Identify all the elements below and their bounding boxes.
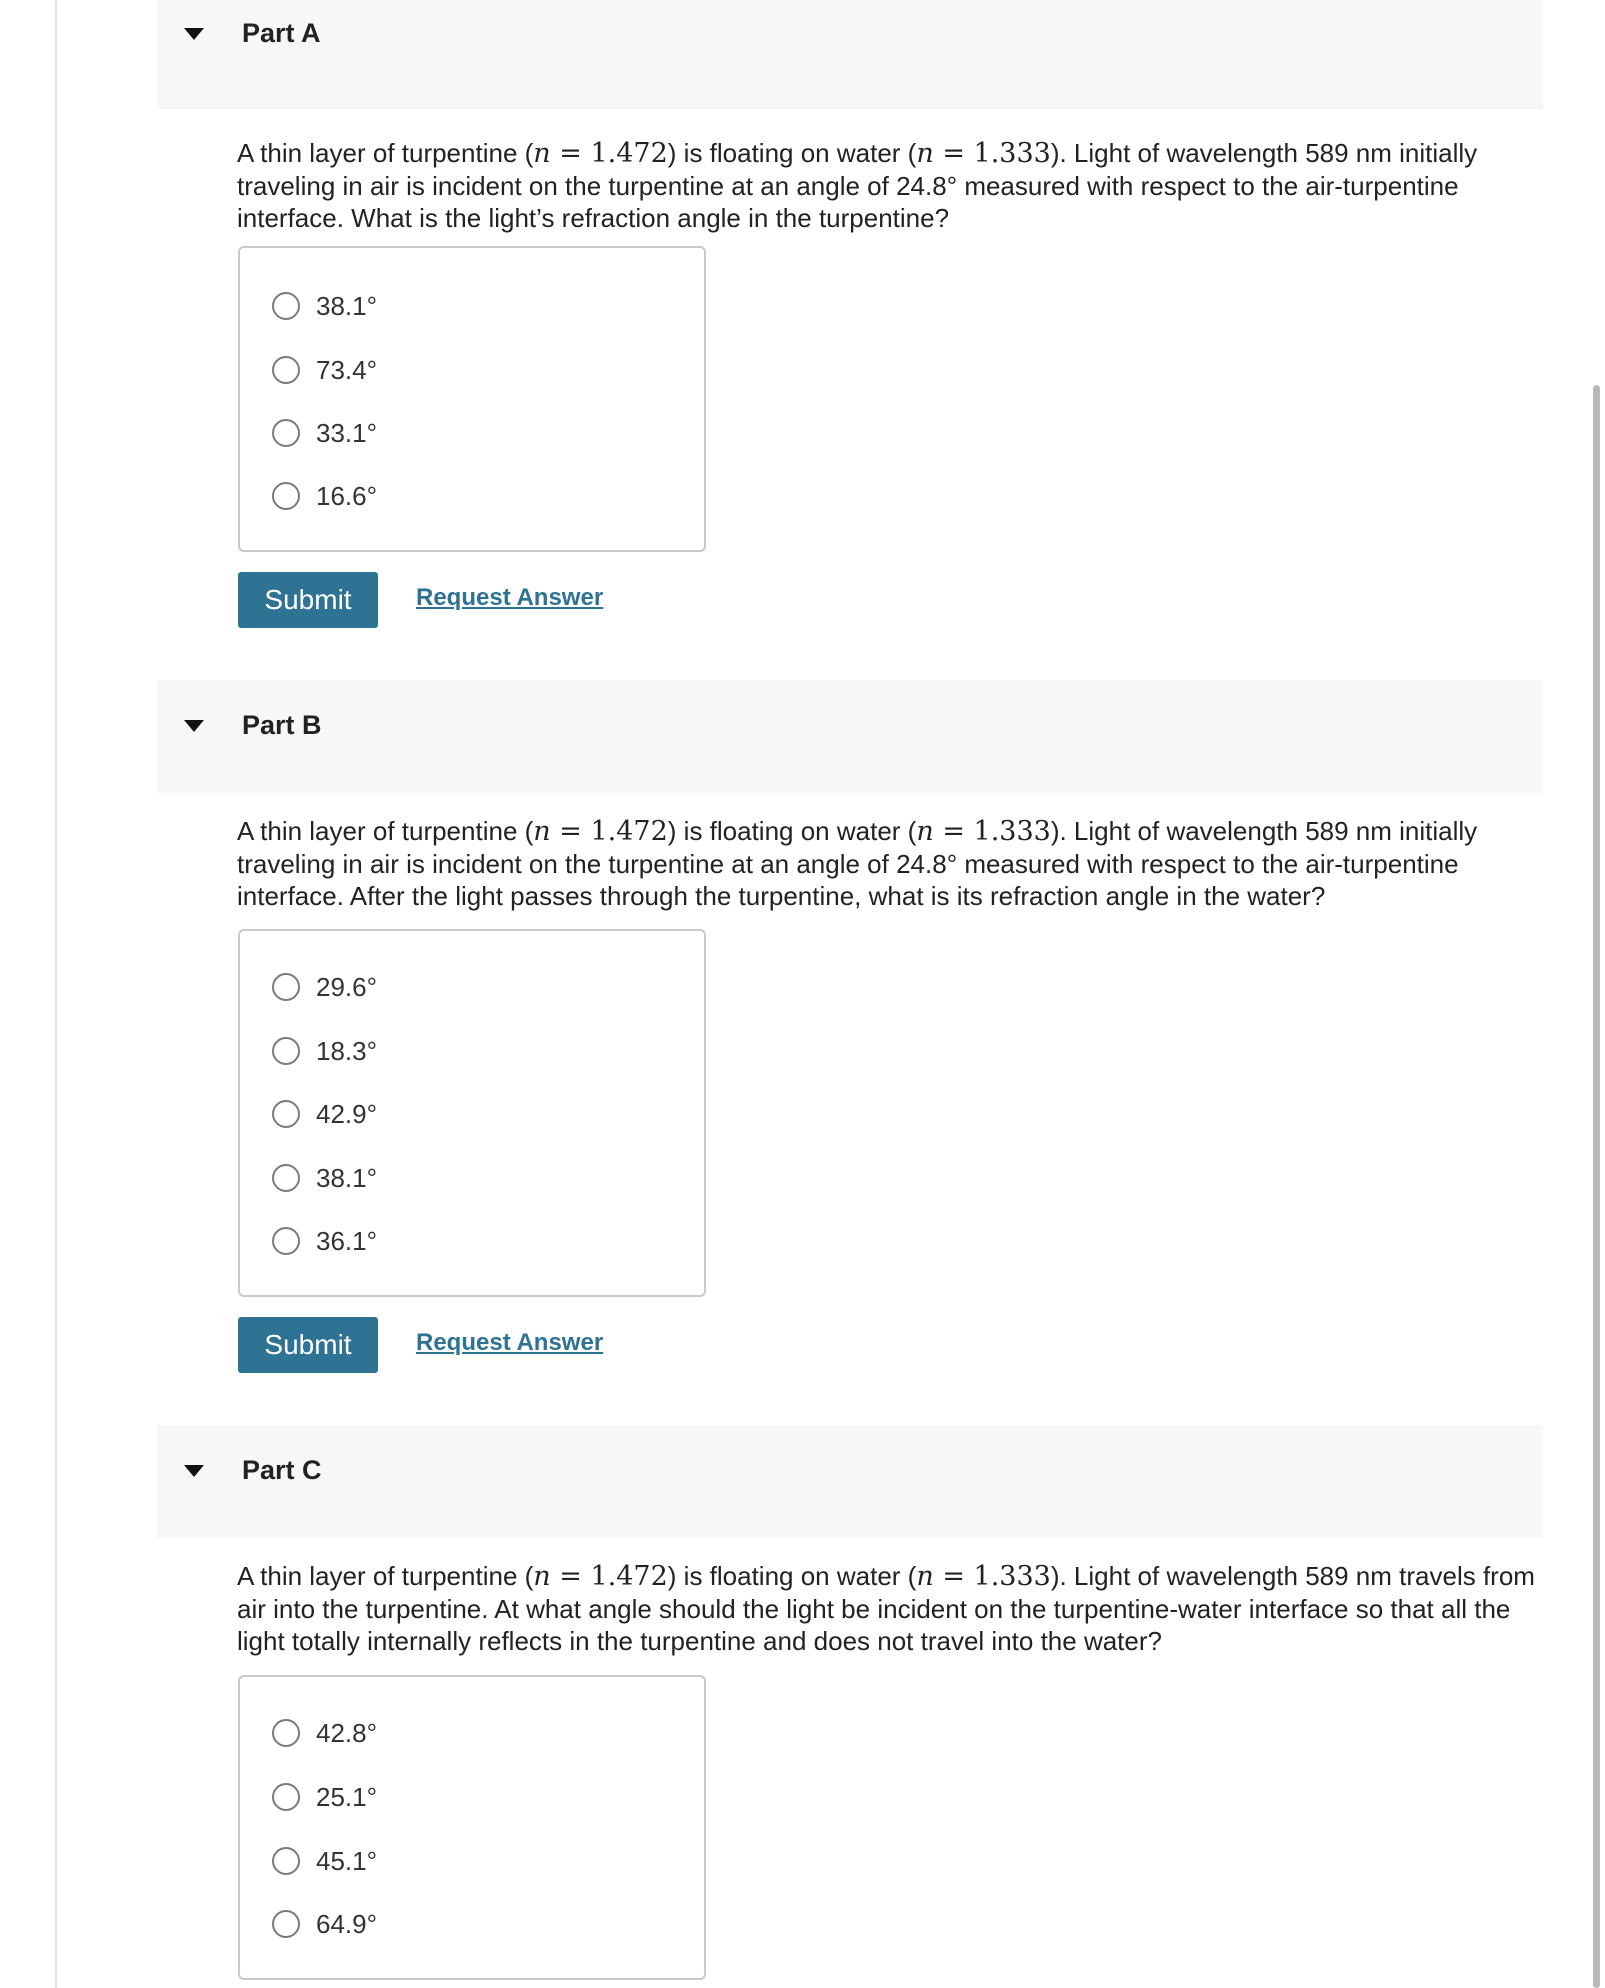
collapse-caret-icon[interactable]	[184, 1465, 204, 1477]
option[interactable]	[272, 1158, 377, 1198]
part-c-question: A thin layer of turpentine (n = 1.472) is floating on water (n = 1.333). Light of wavelength 589 nm travels from air into the turpentine. At what angle should the light be incident on the turpentine-water interface so that all the light totally internally reflects in the turpentine and does not travel into the water?	[237, 1561, 1535, 1656]
part-c	[157, 1425, 1543, 1988]
part-a-options	[238, 246, 706, 552]
radio-button[interactable]	[272, 973, 300, 1001]
option-label: 42.9°	[316, 1098, 378, 1129]
part-c-title: Part C	[242, 1455, 322, 1485]
radio-button[interactable]	[272, 1164, 300, 1192]
request-answer-link[interactable]: Request Answer	[416, 584, 604, 611]
option[interactable]	[272, 1777, 377, 1817]
submit-button[interactable]: Submit	[238, 572, 378, 628]
option[interactable]	[272, 1841, 377, 1881]
option[interactable]	[272, 350, 377, 390]
option[interactable]	[272, 286, 377, 326]
radio-button[interactable]	[272, 1037, 300, 1065]
math-expression: n = 1.333	[916, 1561, 1051, 1592]
radio-button[interactable]	[272, 1847, 300, 1875]
radio-button[interactable]	[272, 1910, 300, 1938]
part-a-question: A thin layer of turpentine (n = 1.472) is floating on water (n = 1.333). Light of wavelength 589 nm initially traveling in air is incident on the turpentine at an angle of 24.8° measured with respect to the air-turpentine interface. What is the light’s refraction angle in the turpentine?	[237, 138, 1478, 233]
option-label: 33.1°	[316, 417, 378, 448]
radio-button[interactable]	[272, 356, 300, 384]
option-label: 45.1°	[316, 1845, 378, 1876]
part-b-question: A thin layer of turpentine (n = 1.472) is floating on water (n = 1.333). Light of wavelength 589 nm initially traveling in air is incident on the turpentine at an angle of 24.8° measured with respect to the air-turpentine interface. After the light passes through the turpentine, what is its refraction angle in the water?	[237, 816, 1478, 911]
radio-button[interactable]	[272, 1719, 300, 1747]
option-label: 18.3°	[316, 1035, 378, 1066]
option[interactable]	[272, 1031, 377, 1071]
part-a-title: Part A	[242, 18, 321, 48]
part-b-header[interactable]	[157, 680, 1543, 793]
request-answer-link[interactable]: Request Answer	[416, 1329, 604, 1356]
collapse-caret-icon[interactable]	[184, 28, 204, 40]
option[interactable]	[272, 476, 377, 516]
math-expression: n = 1.472	[533, 138, 668, 169]
part-a-header[interactable]	[157, 0, 1543, 109]
radio-button[interactable]	[272, 419, 300, 447]
option-label: 38.1°	[316, 1162, 378, 1193]
option[interactable]	[272, 1221, 377, 1261]
part-b-title: Part B	[242, 710, 322, 740]
collapse-caret-icon[interactable]	[184, 720, 204, 732]
option-label: 36.1°	[316, 1225, 378, 1256]
radio-button[interactable]	[272, 1783, 300, 1811]
option-label: 42.8°	[316, 1717, 378, 1748]
radio-button[interactable]	[272, 292, 300, 320]
radio-button[interactable]	[272, 1227, 300, 1255]
option-label: 16.6°	[316, 480, 378, 511]
option-label: 25.1°	[316, 1781, 378, 1812]
option-label: 29.6°	[316, 971, 378, 1002]
part-a	[157, 0, 1543, 640]
part-b	[157, 680, 1543, 1380]
option[interactable]	[272, 1904, 377, 1944]
radio-button[interactable]	[272, 1100, 300, 1128]
math-expression: n = 1.333	[916, 138, 1051, 169]
math-expression: n = 1.333	[916, 816, 1051, 847]
math-expression: n = 1.472	[533, 816, 668, 847]
math-expression: n = 1.472	[533, 1561, 668, 1592]
option-label: 38.1°	[316, 290, 378, 321]
option[interactable]	[272, 1094, 377, 1134]
submit-button[interactable]: Submit	[238, 1317, 378, 1373]
radio-button[interactable]	[272, 482, 300, 510]
part-b-options	[238, 929, 706, 1297]
scrollbar-thumb[interactable]	[1593, 385, 1600, 1988]
option[interactable]	[272, 413, 377, 453]
option-label: 64.9°	[316, 1908, 378, 1939]
part-c-header[interactable]	[157, 1425, 1543, 1538]
part-c-options	[238, 1675, 706, 1980]
option[interactable]	[272, 967, 377, 1007]
option-label: 73.4°	[316, 354, 378, 385]
option[interactable]	[272, 1713, 377, 1753]
left-border	[55, 0, 57, 1988]
